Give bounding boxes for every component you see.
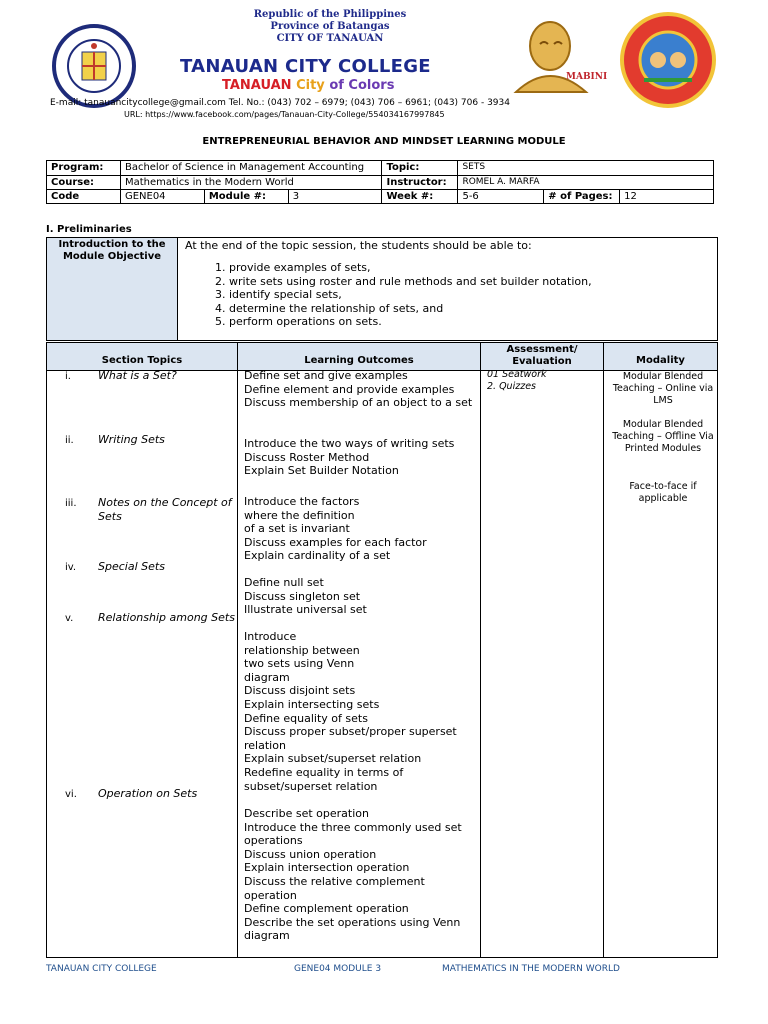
outcome-line: Define equality of sets <box>244 711 368 725</box>
header-learning-outcomes: Learning Outcomes <box>238 343 480 371</box>
outcome-line: two sets using Venn <box>244 657 355 671</box>
assessment-list <box>487 369 547 393</box>
learning-outcomes-block <box>244 576 474 617</box>
module-title: ENTREPRENEURIAL BEHAVIOR AND MINDSET LEARNING MODULE <box>202 136 566 147</box>
outcome-line: Illustrate universal set <box>244 603 367 617</box>
outcome-line: Introduce <box>244 630 297 643</box>
pages-value: 12 <box>620 190 714 204</box>
right-college-seal <box>620 12 716 108</box>
outcome-line: Discuss proper subset/proper superset relation <box>244 725 457 752</box>
mabini-portrait-icon <box>506 14 606 96</box>
objective-item: 1. provide examples of sets, <box>229 261 592 275</box>
city-text: CITY OF TANAUAN <box>276 33 384 44</box>
facebook-url[interactable]: URL: https://www.facebook.com/pages/Tanauan-City-College/554034167997845 <box>124 110 445 119</box>
header-section-topics: Section Topics <box>47 343 237 371</box>
section-number: vi. <box>65 789 77 800</box>
learning-outcomes-block <box>244 437 474 478</box>
left-city-seal <box>52 24 136 108</box>
pages-label: # of Pages: <box>544 190 620 204</box>
objective-item: 2. write sets using roster and rule methods and set builder notation, <box>229 275 592 289</box>
college-name: TANAUAN CITY COLLEGE <box>180 56 431 77</box>
objective-intro: At the end of the topic session, the students should be able to: <box>185 239 532 252</box>
footer-college: TANAUAN CITY COLLEGE <box>46 964 157 974</box>
modality-item: Face-to-face if applicable <box>629 481 697 504</box>
outcome-line: Define element and provide examples <box>244 382 455 396</box>
objective-table <box>46 237 718 341</box>
contact-line: E-mail: tanauancitycollege@gmail.com Tel. No.: (043) 702 – 6979; (043) 706 – 6961; (043) 706 - 3934 <box>50 98 510 108</box>
code-value: GENE04 <box>120 190 204 204</box>
section-number: iv. <box>65 562 77 573</box>
section-topics-table <box>46 342 718 958</box>
topic-value: SETS <box>458 161 714 176</box>
section-topic: Relationship among Sets <box>98 611 235 624</box>
outcome-line: Discuss examples for each factor <box>244 535 427 549</box>
section-topic: Special Sets <box>98 560 165 573</box>
outcome-line: Define complement operation <box>244 902 409 916</box>
assessment-item: 2. Quizzes <box>487 381 536 392</box>
header-assessment: Assessment/ Evaluation <box>481 343 603 371</box>
learning-outcomes-block <box>244 369 474 410</box>
module-number-label: Module #: <box>204 190 288 204</box>
assessment-item: 01 Seatwork <box>487 369 547 380</box>
outcome-line: Discuss membership of an object to a set <box>244 396 473 410</box>
outcome-line: Introduce the two ways of writing sets <box>244 437 455 450</box>
section-number: v. <box>65 613 74 624</box>
outcome-line: Discuss Roster Method <box>244 450 370 464</box>
outcome-line: Redefine equality in terms of subset/superset relation <box>244 765 404 793</box>
topic-label: Topic: <box>382 161 458 176</box>
header-modality: Modality <box>604 343 717 371</box>
section-topic: What is a Set? <box>98 369 177 382</box>
section-topic: Operation on Sets <box>98 787 198 800</box>
seal-emblem-icon <box>56 28 132 104</box>
outcome-line: Explain intersecting sets <box>244 697 380 711</box>
outcome-line: Describe set operation <box>244 807 369 820</box>
modality-item: Modular Blended Teaching – Offline Via Printed Modules <box>612 419 714 454</box>
objective-item: 4. determine the relationship of sets, and <box>229 302 592 316</box>
outcome-line: Define null set <box>244 576 324 589</box>
column-divider <box>603 343 604 957</box>
outcome-line: Discuss singleton set <box>244 589 361 603</box>
section-topic: Notes on the Concept of Sets <box>98 496 232 523</box>
course-info-table <box>46 160 714 204</box>
learning-outcomes-block <box>244 630 474 793</box>
objective-item: 5. perform operations on sets. <box>229 315 592 329</box>
program-value: Bachelor of Science in Management Accounting <box>120 161 382 176</box>
outcome-line: Introduce the factors <box>244 495 360 508</box>
outcome-line: Introduce the three commonly used set operations <box>244 820 462 848</box>
section-number: iii. <box>65 498 77 509</box>
program-label: Program: <box>47 161 121 176</box>
outcome-line: Discuss the relative complement operation <box>244 874 425 902</box>
outcome-line: Explain subset/superset relation <box>244 752 422 766</box>
outcome-line: Explain intersection operation <box>244 861 410 875</box>
college-tagline: TANAUAN City of Colors <box>222 78 395 93</box>
objective-item: 3. identify special sets, <box>229 288 592 302</box>
week-label: Week #: <box>382 190 458 204</box>
objective-list <box>205 261 592 329</box>
course-label: Course: <box>47 176 121 190</box>
module-number-value: 3 <box>288 190 382 204</box>
instructor-label: Instructor: <box>382 176 458 190</box>
outcome-line: Discuss disjoint sets <box>244 684 356 698</box>
footer-module: GENE04 MODULE 3 <box>294 964 382 974</box>
outcome-line: Describe the set operations using Venn diagram <box>244 915 461 943</box>
outcome-line: Explain Set Builder Notation <box>244 464 399 478</box>
course-value: Mathematics in the Modern World <box>120 176 382 190</box>
section-number: i. <box>65 371 71 382</box>
outcome-line: Discuss union operation <box>244 847 377 861</box>
outcome-line: of a set is invariant <box>244 522 350 536</box>
college-emblem-icon <box>624 16 712 104</box>
mabini-wordmark: MABINI <box>566 72 608 82</box>
section-topic: Writing Sets <box>98 433 165 446</box>
outcome-line: Define set and give examples <box>244 369 408 382</box>
preliminaries-heading: I. Preliminaries <box>46 224 132 235</box>
outcome-line: relationship between <box>244 643 360 657</box>
modality-item: Modular Blended Teaching – Online via LMS <box>612 371 714 406</box>
learning-outcomes-block <box>244 495 474 563</box>
province-text: Province of Batangas <box>270 21 390 32</box>
outcome-line: where the definition <box>244 508 355 522</box>
objective-label: Introduction to the Module Objective <box>47 238 178 340</box>
outcome-line: Explain cardinality of a set <box>244 549 391 563</box>
outcome-line: diagram <box>244 670 290 684</box>
learning-outcomes-block <box>244 807 474 943</box>
section-number: ii. <box>65 435 74 446</box>
instructor-value: ROMEL A. MARFA <box>458 176 714 190</box>
footer-course: MATHEMATICS IN THE MODERN WORLD <box>442 964 620 974</box>
column-divider <box>480 343 481 957</box>
republic-text: Republic of the Philippines <box>253 9 407 20</box>
code-label: Code <box>47 190 121 204</box>
week-value: 5-6 <box>458 190 544 204</box>
mabini-logo <box>506 14 606 96</box>
